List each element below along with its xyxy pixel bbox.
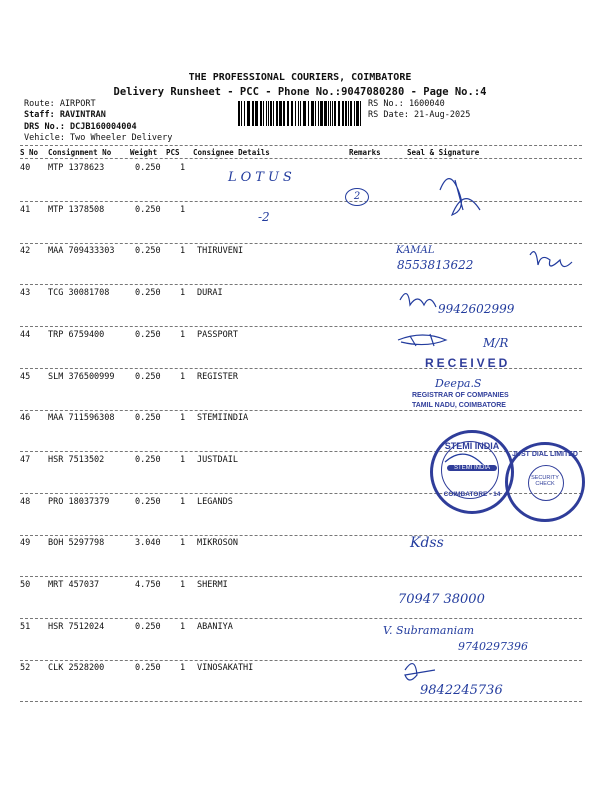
registrar-stamp-line1: REGISTRAR OF COMPANIES (412, 392, 509, 399)
handwriting-subramanian: V. Subramaniam (383, 624, 475, 637)
row-sno: 46 (20, 413, 31, 423)
row-pcs: 1 (180, 580, 186, 590)
row-consignment: SLM 376500999 (48, 372, 115, 382)
col-weight: Weight (130, 148, 158, 157)
handwriting-phone-50: 70947 38000 (398, 592, 485, 607)
staff-label: Staff: RAVINTRAN (24, 110, 106, 120)
row-weight: 0.250 (135, 246, 161, 256)
row-consignment: BOH 5297798 (48, 538, 105, 548)
row-consignee: VINOSAKATHI (197, 663, 254, 673)
col-remarks: Remarks (349, 148, 381, 157)
col-consignment: Consignment No (48, 148, 112, 157)
row-weight: 0.250 (135, 413, 161, 423)
vehicle-label: Vehicle: Two Wheeler Delivery (24, 133, 173, 143)
row-consignment: MAA 711596308 (48, 413, 115, 423)
row-pcs: 1 (180, 663, 186, 673)
row-weight: 0.250 (135, 330, 161, 340)
handwriting-phone-51: 9740297396 (458, 640, 528, 653)
row-sno: 49 (20, 538, 31, 548)
row-consignment: PRO 18037379 (48, 497, 110, 507)
row-consignee: MIKROSON (197, 538, 238, 548)
stemi-stamp (430, 430, 514, 514)
row-weight: 4.750 (135, 580, 161, 590)
row-pcs: 1 (180, 538, 186, 548)
justdial-stamp (505, 442, 585, 522)
row-sno: 47 (20, 455, 31, 465)
row-pcs: 1 (180, 288, 186, 298)
rs-date: RS Date: 21-Aug-2025 (368, 110, 471, 120)
handwriting-kdss: Kdss (410, 535, 444, 551)
row-consignee: DURAI (197, 288, 223, 298)
row-consignee: PASSPORT (197, 330, 238, 340)
row-weight: 0.250 (135, 497, 161, 507)
row-sno: 50 (20, 580, 31, 590)
row-sno: 52 (20, 663, 31, 673)
row-sno: 43 (20, 288, 31, 298)
row-sno: 51 (20, 622, 31, 632)
row-pcs: 1 (180, 497, 186, 507)
row-weight: 0.250 (135, 288, 161, 298)
col-seal: Seal & Signature (407, 148, 480, 157)
handwriting-kamal-phone: 8553813622 (397, 258, 474, 272)
row-weight: 0.250 (135, 622, 161, 632)
row-consignee: ABANIYA (197, 622, 233, 632)
row-pcs: 1 (180, 330, 186, 340)
row-consignee: LEGANDS (197, 497, 233, 507)
row-sno: 44 (20, 330, 31, 340)
signature-42 (530, 252, 572, 267)
handwriting-remark-circle: 2 (345, 188, 369, 206)
row-consignment: HSR 7512024 (48, 622, 105, 632)
row-pcs: 1 (180, 413, 186, 423)
row-sno: 41 (20, 205, 31, 215)
handwriting-phone-43: 9942602999 (438, 302, 515, 316)
justdial-stamp-mid: SECURITY CHECK (531, 475, 559, 487)
row-consignee: JUSTDAIL (197, 455, 238, 465)
handwriting-kamal: KAMAL (396, 245, 435, 256)
row-weight: 0.250 (135, 372, 161, 382)
signature-52 (405, 664, 435, 680)
row-pcs: 1 (180, 205, 186, 215)
row-consignment: HSR 7513502 (48, 455, 105, 465)
row-sno: 45 (20, 372, 31, 382)
row-consignee: REGISTER (197, 372, 238, 382)
row-weight: 0.250 (135, 455, 161, 465)
route-label: Route: AIRPORT (24, 99, 96, 109)
row-weight: 3.040 (135, 538, 161, 548)
col-sno: S No (20, 148, 39, 157)
handwriting-phone-52: 9842245736 (420, 683, 503, 698)
row-consignment: MTP 1378508 (48, 205, 105, 215)
signature-43 (400, 294, 436, 307)
row-consignment: TCG 30081708 (48, 288, 110, 298)
row-weight: 0.250 (135, 205, 161, 215)
drs-label: DRS No.: DCJB160004004 (24, 122, 137, 132)
row-sno: 42 (20, 246, 31, 256)
stemi-stamp-top: STEMI INDIA (444, 441, 500, 451)
received-stamp: RECEIVED (425, 356, 511, 370)
handwriting-deepa: Deepa.S (435, 377, 482, 390)
row-consignment: TRP 6759400 (48, 330, 105, 340)
handwriting-lotus: LOTUS (228, 170, 296, 185)
company-title: THE PROFESSIONAL COURIERS, COIMBATORE (188, 72, 412, 83)
row-sno: 48 (20, 497, 31, 507)
handwriting-mr: M/R (483, 336, 509, 350)
stemi-stamp-bottom: COIMBATORE - 14 (443, 491, 501, 498)
registrar-stamp-line2: TAMIL NADU, COIMBATORE (412, 402, 506, 409)
rs-number: RS No.: 1600040 (368, 99, 445, 109)
row-weight: 0.250 (135, 163, 161, 173)
row-consignment: MRT 457037 (48, 580, 100, 590)
row-consignment: CLK 2528200 (48, 663, 105, 673)
row-consignee: STEMIINDIA (197, 413, 249, 423)
row-consignee: SHERMI (197, 580, 228, 590)
row-pcs: 1 (180, 246, 186, 256)
stemi-stamp-mid: STEMI INDIA (447, 465, 497, 471)
col-consignee: Consignee Details (193, 148, 270, 157)
row-pcs: 1 (180, 622, 186, 632)
runsheet-subtitle: Delivery Runsheet - PCC - Phone No.:9047080280 - Page No.:4 (113, 86, 487, 98)
signature-44 (398, 334, 446, 346)
row-pcs: 1 (180, 372, 186, 382)
row-consignment: MAA 709433303 (48, 246, 115, 256)
handwriting-remark-41: -2 (258, 210, 270, 224)
row-consignee: THIRUVENI (197, 246, 244, 256)
row-weight: 0.250 (135, 663, 161, 673)
row-consignment: MTP 1378623 (48, 163, 105, 173)
row-pcs: 1 (180, 163, 186, 173)
row-sno: 40 (20, 163, 31, 173)
signature-41 (440, 179, 480, 215)
justdial-stamp-top: JUST DIAL LIMITED (512, 451, 578, 458)
col-pcs: PCS (166, 148, 180, 157)
row-pcs: 1 (180, 455, 186, 465)
